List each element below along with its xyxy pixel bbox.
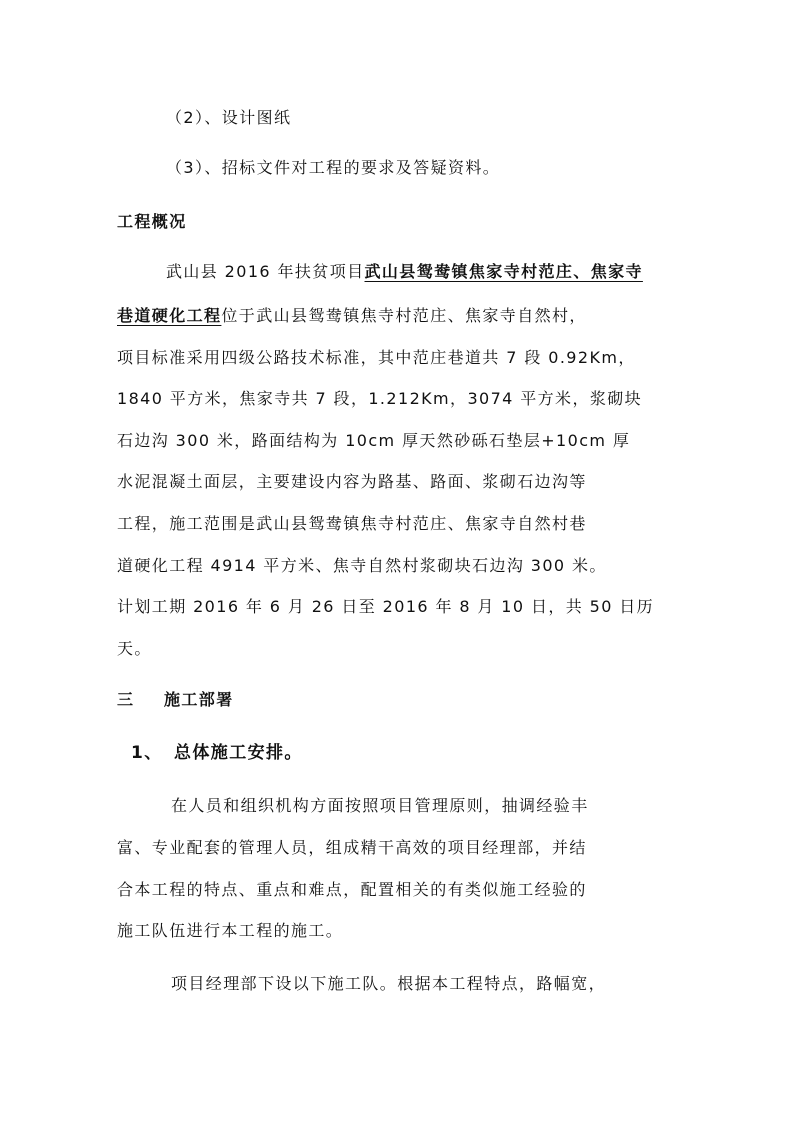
overview-line: 水泥混凝土面层，主要建设内容为路基、路面、浆砌石边沟等 bbox=[117, 472, 587, 491]
overview-line: 1840 平方米，焦家寺共 7 段，1.212Km，3074 平方米，浆砌块 bbox=[117, 389, 643, 408]
overview-line: 计划工期 2016 年 6 月 26 日至 2016 年 8 月 10 日，共 50 日历 bbox=[117, 597, 655, 616]
section-title: 施工部署 bbox=[164, 690, 234, 709]
project-name-part-a: 武山县鸳鸯镇焦家寺村范庄、焦家寺 bbox=[364, 262, 643, 281]
subsection-number: 1、 bbox=[131, 743, 163, 763]
overview-line: 道硬化工程 4914 平方米、焦寺自然村浆砌块石边沟 300 米。 bbox=[117, 556, 607, 575]
overview-line: 天。 bbox=[117, 639, 152, 658]
project-name-part-b: 巷道硬化工程 bbox=[117, 306, 222, 325]
teams-paragraph-line: 项目经理部下设以下施工队。根据本工程特点，路幅宽， bbox=[171, 974, 607, 993]
arrangement-paragraph-line: 在人员和组织机构方面按照项目管理原则，抽调经验丰 bbox=[171, 796, 589, 815]
overview-paragraph-line-2 bbox=[117, 306, 687, 326]
list-item-design-drawings: （2）、设计图纸 bbox=[166, 108, 292, 127]
section-heading-overview: 工程概况 bbox=[117, 212, 187, 231]
overview-line: 项目标准采用四级公路技术标准，其中范庄巷道共 7 段 0.92Km， bbox=[117, 348, 636, 367]
overview-line: 工程，施工范围是武山县鸳鸯镇焦寺村范庄、焦家寺自然村巷 bbox=[117, 514, 587, 533]
arrangement-paragraph-line: 合本工程的特点、重点和难点，配置相关的有类似施工经验的 bbox=[117, 880, 587, 899]
section-number: 三 bbox=[117, 690, 135, 709]
overview-location-text: 位于武山县鸳鸯镇焦寺村范庄、焦家寺自然村， bbox=[221, 306, 587, 325]
overview-lead-text: 武山县 2016 年扶贫项目 bbox=[166, 262, 365, 281]
arrangement-paragraph-line: 施工队伍进行本工程的施工。 bbox=[117, 921, 344, 940]
list-item-tender-requirements: （3）、招标文件对工程的要求及答疑资料。 bbox=[166, 158, 501, 177]
arrangement-paragraph-line: 富、专业配套的管理人员，组成精干高效的项目经理部，并结 bbox=[117, 838, 587, 857]
overview-line: 石边沟 300 米，路面结构为 10cm 厚天然砂砾石垫层+10cm 厚 bbox=[117, 431, 631, 450]
overview-paragraph-line-1 bbox=[166, 262, 736, 282]
subsection-title: 总体施工安排。 bbox=[174, 743, 303, 763]
